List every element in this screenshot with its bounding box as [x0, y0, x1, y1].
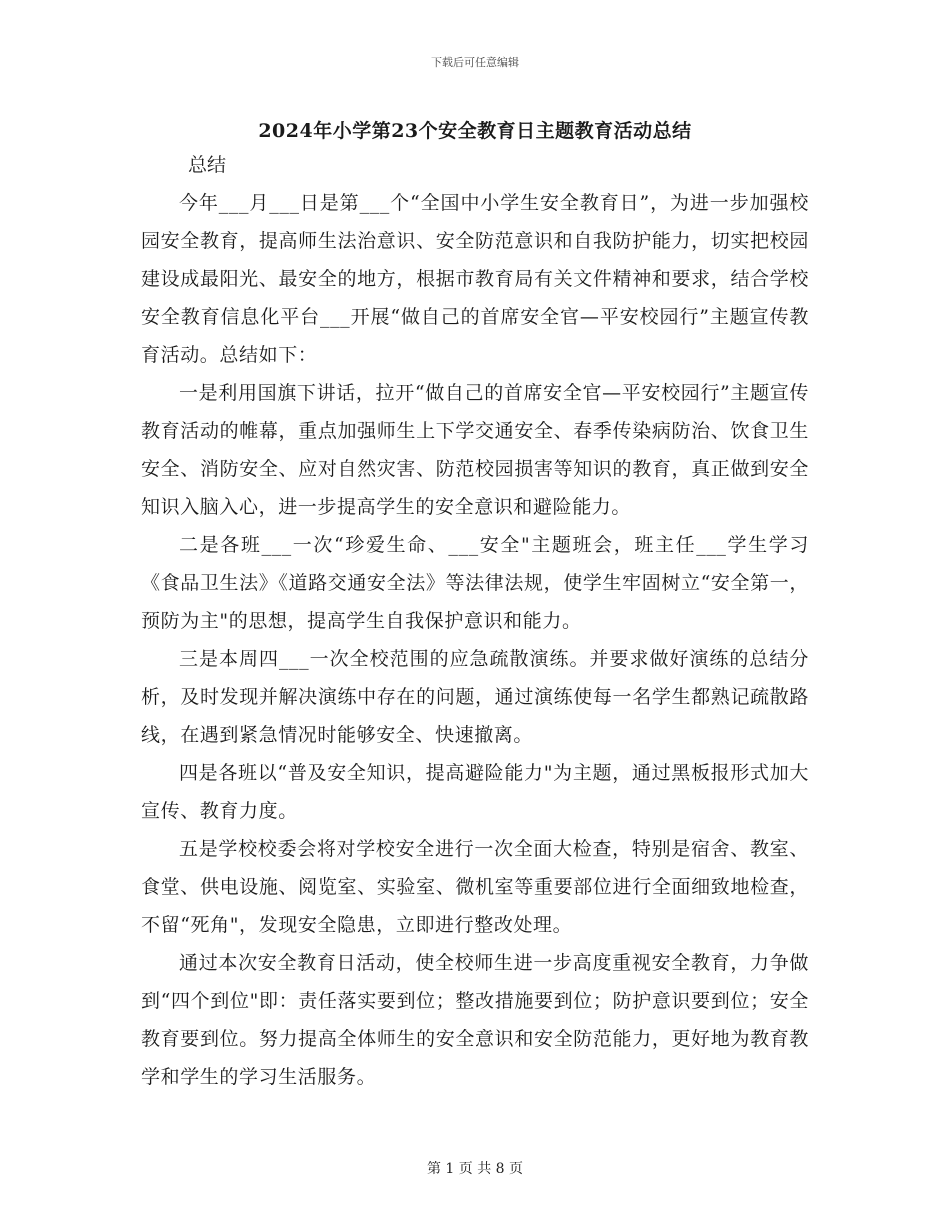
paragraph-item-2: 二是各班___一次“珍爱生命、___安全"主题班会，班主任___学生学习《食品卫生法》《道路交通安全法》等法律法规，使学生牢固树立“安全第一，预防为主"的思想，提高学生自我保护意识和能力。 [141, 534, 809, 632]
paragraph-item-5: 五是学校校委会将对学校安全进行一次全面大检查，特别是宿舍、教室、食堂、供电设施、阅览室、实验室、微机室等重要部位进行全面细致地检查，不留“死角"，发现安全隐患，立即进行整改处理。 [141, 838, 809, 936]
page-number: 第 1 页 共 8 页 [426, 1161, 524, 1177]
page-header-note: 下载后可任意编辑 [431, 56, 519, 69]
paragraph-item-1: 一是利用国旗下讲话，拉开“做自己的首席安全官—平安校园行”主题宣传教育活动的帷幕，重点加强师生上下学交通安全、春季传染病防治、饮食卫生安全、消防安全、应对自然灾害、防范校园损害等知识的教育，真正做到安全知识入脑入心，进一步提高学生的安全意识和避险能力。 [141, 382, 809, 518]
paragraph-conclusion: 通过本次安全教育日活动，使全校师生进一步高度重视安全教育，力争做到“四个到位"即：责任落实要到位；整改措施要到位；防护意识要到位；安全教育要到位。努力提高全体师生的安全意识和安全防范能力，更好地为教育教学和学生的学习生活服务。 [141, 952, 809, 1088]
document-body [141, 184, 809, 1096]
document-title: 2024年小学第23个安全教育日主题教育活动总结 [258, 120, 692, 142]
paragraph-item-4: 四是各班以“普及安全知识，提高避险能力"为主题，通过黑板报形式加大宣传、教育力度。 [141, 762, 809, 822]
document-subheading: 总结 [188, 154, 227, 176]
paragraph-intro: 今年___月___日是第___个“全国中小学生安全教育日”，为进一步加强校园安全教育，提高师生法治意识、安全防范意识和自我防护能力，切实把校园建设成最阳光、最安全的地方，根据市教育局有关文件精神和要求，结合学校安全教育信息化平台___开展“做自己的首席安全官—平安校园行”主题宣传教育活动。总结如下： [141, 192, 809, 366]
paragraph-item-3: 三是本周四___一次全校范围的应急疏散演练。并要求做好演练的总结分析，及时发现并解决演练中存在的问题，通过演练使每一名学生都熟记疏散路线，在遇到紧急情况时能够安全、快速撤离。 [141, 648, 809, 746]
